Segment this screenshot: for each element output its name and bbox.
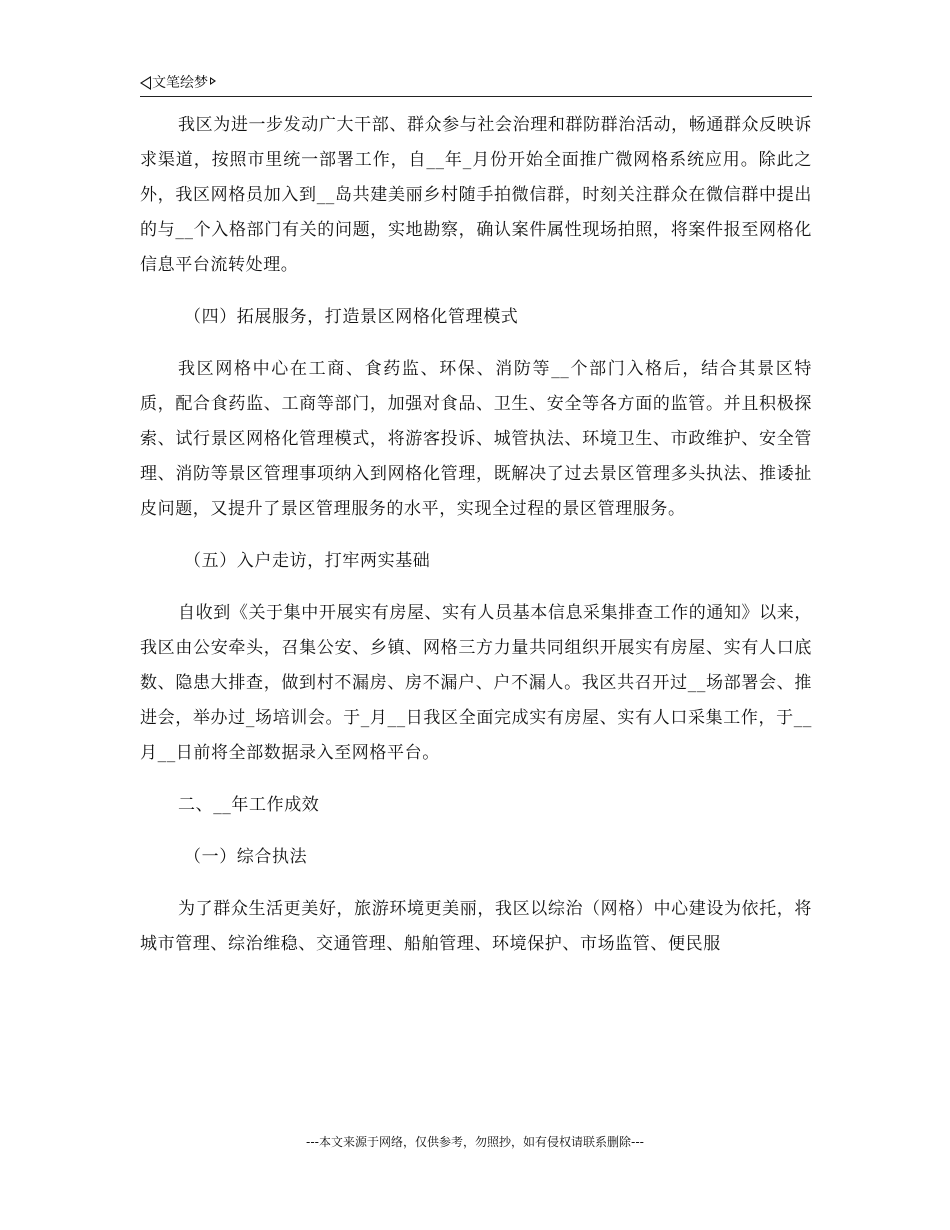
document-body xyxy=(140,108,812,979)
paragraph: 为了群众生活更美好，旅游环境更美丽，我区以综治（网格）中心建设为依托，将城市管理、综治维稳、交通管理、船舶管理、环境保护、市场监管、便民服 xyxy=(140,899,812,954)
page-header xyxy=(140,72,812,97)
section-heading: （一）综合执法 xyxy=(184,847,308,867)
left-triangle-icon xyxy=(140,76,151,90)
brand-name: 文笔绘梦 xyxy=(152,75,208,91)
paragraph: 我区为进一步发动广大干部、群众参与社会治理和群防群治活动，畅通群众反映诉求渠道，按照市里统一部署工作，自__年_月份开始全面推广微网格系统应用。除此之外，我区网格员加入到__岛共建美丽乡村随手拍微信群，时刻关注群众在微信群中提出的与__个入格部门有关的问题，实地勘察，确认案件属性现场拍照，将案件报至网格化信息平台流转处理。 xyxy=(140,115,812,275)
paragraph: 自收到《关于集中开展实有房屋、实有人员基本信息采集排查工作的通知》以来，我区由公安牵头，召集公安、乡镇、网格三方力量共同组织开展实有房屋、实有人口底数、隐患大排查，做到村不漏房、房不漏户、户不漏人。我区共召开过__场部署会、推进会，举办过_场培训会。于_月__日我区全面完成实有房屋、实有人口采集工作，于__月__日前将全部数据录入至网格平台。 xyxy=(140,603,812,763)
paragraph: 我区网格中心在工商、食药监、环保、消防等__个部门入格后，结合其景区特质，配合食药监、工商等部门，加强对食品、卫生、安全等各方面的监管。并且积极探索、试行景区网格化管理模式，将游客投诉、城管执法、环境卫生、市政维护、安全管理、消防等景区管理事项纳入到网格化管理，既解决了过去景区管理多头执法、推诿扯皮问题，又提升了景区管理服务的水平，实现全过程的景区管理服务。 xyxy=(140,359,812,519)
brand-logo xyxy=(140,74,216,92)
section-heading: （五）入户走访，打牢两实基础 xyxy=(184,551,431,571)
section-heading: （四）拓展服务，打造景区网格化管理模式 xyxy=(184,307,519,327)
right-triangle-icon xyxy=(210,77,216,85)
footer-disclaimer: ---本文来源于网络，仅供参考，勿照抄，如有侵权请联系删除--- xyxy=(306,1135,644,1149)
chapter-heading: 二、__年工作成效 xyxy=(178,795,320,815)
